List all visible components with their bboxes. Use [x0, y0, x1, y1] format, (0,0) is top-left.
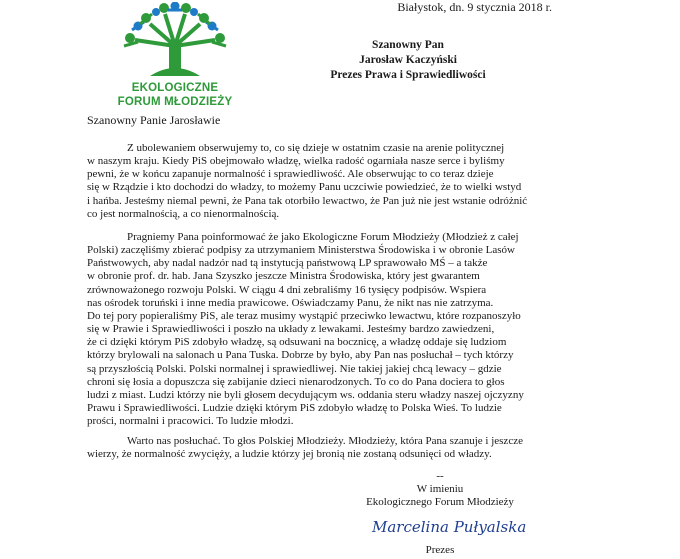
- paragraph-line: w naszym kraju. Kiedy PiS obejmowało władzę, wielka radość ogarniała nasze serce i byliśmy: [87, 155, 505, 168]
- logo-name-line1: EKOLOGICZNE: [131, 82, 219, 94]
- paragraph-line: że ci dzięki którym PiS zdobyło władzę, są odsuwani na boczniсę, a władzę oddaje się ludziom: [87, 336, 507, 349]
- organization-logo: [100, 2, 250, 120]
- recipient-line1: Szanowny Pan: [372, 39, 444, 51]
- paragraph-line: Polski) zaczęliśmy zbierać podpisy za utrzymaniem Ministerstwa Środowiska i w obronie Lasów: [87, 244, 515, 257]
- paragraph-line: są przyszłością Polski. Polski normalnej i sprawiedliwej. Nie takiej jakiej chcą lewacy – gdzie: [87, 362, 502, 375]
- paragraph-line: zrównoważonego rozwoju Polski. W ciągu 4 dni zebraliśmy 16 tysięcy podpisów. Wspiera: [87, 283, 487, 296]
- recipient-name: Jarosław Kaczyński: [359, 54, 457, 66]
- paragraph-line: Do tej pory popieraliśmy PiS, ale teraz musimy wystąpić przeciwko lewactwu, które rozpanoszyło: [87, 309, 521, 322]
- closing-organization: Ekologicznego Forum Młodzieży: [366, 496, 514, 508]
- paragraph-1: [87, 142, 557, 221]
- paragraph-line: i hańba. Jesteśmy niemal pewni, że Pana tak otorbiło lewactwo, że Pan już nie jest wstanie odróżnić: [87, 194, 528, 207]
- tree-people-logo-icon: [120, 2, 230, 78]
- closing-dash: --: [436, 470, 444, 482]
- paragraph-line: nas ośrodek toruński i inne media prawicowe. Oświadczamy Panu, że nikt nas nie zatrzyma.: [87, 296, 494, 309]
- paragraph-line: którzy brylowali na salonach u Pana Tuska. Dobrze by było, aby Pan nas posłuchał – tych którzy: [87, 349, 514, 362]
- paragraph-line: wierzy, że normalność zwycięży, a ludzie którzy jej bronią nie zostaną odsunięci od władzy.: [87, 448, 492, 461]
- letter-date: Białystok, dn. 9 stycznia 2018 r.: [397, 0, 552, 14]
- paragraph-line: w obronie prof. dr. hab. Jana Szyszko jeszcze Ministra Środowiska, który jest gwarantem: [87, 270, 480, 283]
- logo-name-line2: FORUM MŁODZIEŻY: [117, 96, 233, 108]
- signature-text: Marcelina Pułyalska: [372, 518, 527, 536]
- closing-line1: W imieniu: [416, 483, 464, 495]
- paragraph-line: się w Prawie i Sprawiedliwości i poszło na układy z lewakami. Jesteśmy bardzo zawiedzeni,: [87, 323, 495, 336]
- salutation: Szanowny Panie Jarosławie: [87, 113, 221, 127]
- recipient-block: [298, 38, 518, 83]
- paragraph-line: Państwowych, aby nadal nadzór nad tą instytucją państwową LP sprawowało MŚ – a także: [87, 257, 488, 270]
- recipient-title: Prezes Prawa i Sprawiedliwości: [330, 69, 486, 81]
- paragraph-line: co jest normalnością, a co nienormalnością.: [87, 207, 280, 220]
- paragraph-line: Warto nas posłuchać. To głos Polskiej Młodzieży. Młodzieży, która Pana szanuje i jeszcze: [127, 435, 523, 447]
- paragraph-line: pewni, że w końcu zapanuje normalność i sprawiedliwość. Ale obserwując to co teraz dzieje: [87, 168, 494, 181]
- signer-title: Prezes: [425, 544, 455, 556]
- paragraph-line: ludzi z miast. Ludzi którzy nie byli głosem decydującym ws. oddania steru władzy naszej ojczyzny: [87, 388, 524, 401]
- paragraph-line: się w Rządzie i kto dochodzi do władzy, to możemy Panu uczciwie powiedzieć, że to wielki wstyd: [87, 181, 522, 194]
- paragraph-3: [87, 435, 557, 461]
- paragraph-line: chroni się łosia a dopuszcza się zabijanie dzieci nienarodzonych. To co do Pana dociera to głos: [87, 375, 505, 388]
- paragraph-2: [87, 231, 557, 428]
- paragraph-line: Pragniemy Pana poinformować że jako Ekologiczne Forum Młodzieży (Młodzież z całej: [127, 231, 519, 243]
- handwritten-signature: [372, 516, 527, 546]
- paragraph-line: Prawu i Sprawiedliwości. Ludzie dzięki którym PiS zdobyło władzę to Polska Wieś. To ludzie: [87, 402, 502, 415]
- paragraph-line: Z ubolewaniem obserwujemy to, co się dzieje w ostatnim czasie na arenie politycznej: [127, 142, 505, 154]
- paragraph-line: prości, normalni i pracowici. To ludzie młodzi.: [87, 415, 294, 428]
